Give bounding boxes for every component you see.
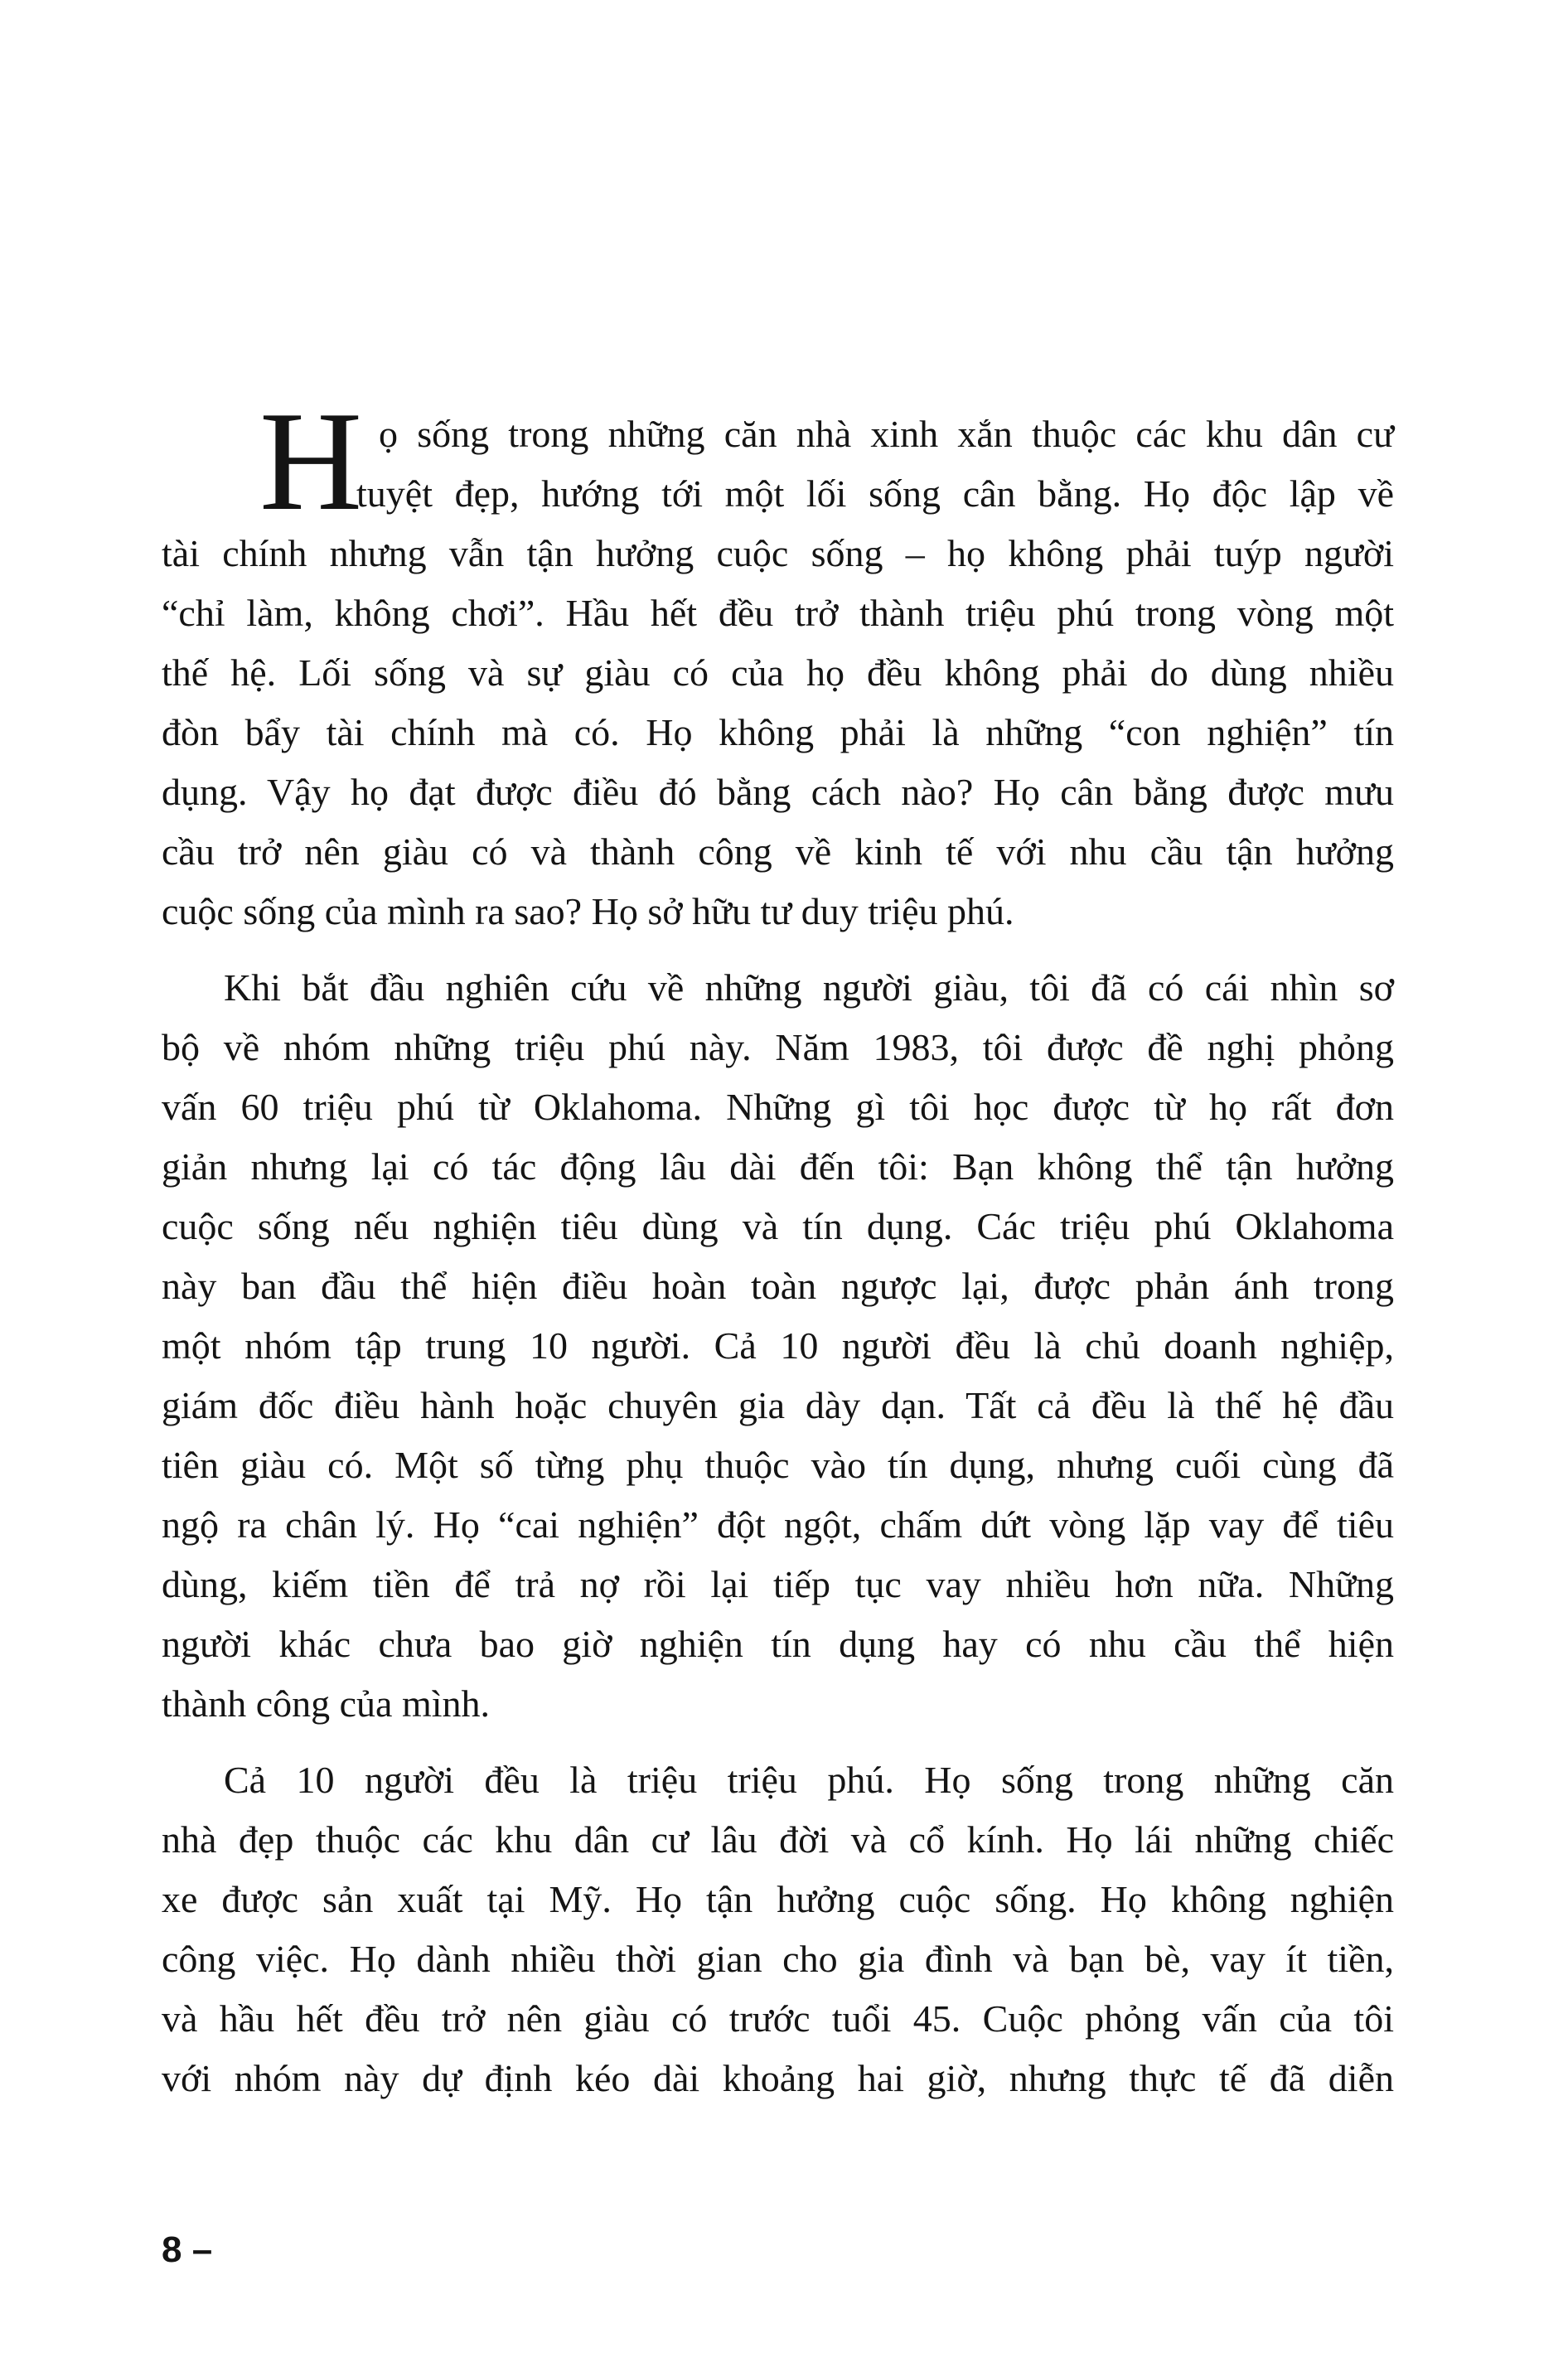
text-line: nhà đẹp thuộc các khu dân cư lâu đời và cổ kính. Họ lái những chiếc — [162, 1818, 1394, 1861]
text-line: cuộc sống của mình ra sao? Họ sở hữu tư duy triệu phú. — [162, 890, 1014, 932]
text-line: một nhóm tập trung 10 người. Cả 10 người đều là chủ doanh nghiệp, — [162, 1324, 1394, 1367]
paragraph-2 — [162, 958, 1394, 1734]
drop-cap: H — [259, 383, 363, 540]
text-line: thế hệ. Lối sống và sự giàu có của họ đều không phải do dùng nhiều — [162, 651, 1394, 694]
text-line: đòn bẩy tài chính mà có. Họ không phải là những “con nghiện” tín — [162, 711, 1394, 753]
text-line: Khi bắt đầu nghiên cứu về những người giàu, tôi đã có cái nhìn sơ — [224, 966, 1394, 1009]
text-line: tuyệt đẹp, hướng tới một lối sống cân bằng. Họ độc lập về — [356, 472, 1394, 515]
text-line: với nhóm này dự định kéo dài khoảng hai giờ, nhưng thực tế đã diễn — [162, 2057, 1394, 2099]
text-line: “chỉ làm, không chơi”. Hầu hết đều trở thành triệu phú trong vòng một — [162, 592, 1394, 634]
text-line: dùng, kiếm tiền để trả nợ rồi lại tiếp tục vay nhiều hơn nữa. Những — [162, 1563, 1394, 1605]
page-number: 8 – — [162, 2229, 213, 2270]
paragraph-3 — [162, 1750, 1394, 2108]
text-line: công việc. Họ dành nhiều thời gian cho gia đình và bạn bè, vay ít tiền, — [162, 1938, 1394, 1980]
text-line: dụng. Vậy họ đạt được điều đó bằng cách nào? Họ cân bằng được mưu — [162, 771, 1394, 813]
text-line: cầu trở nên giàu có và thành công về kinh tế với nhu cầu tận hưởng — [162, 830, 1394, 873]
text-line: vấn 60 triệu phú từ Oklahoma. Những gì tôi học được từ họ rất đơn — [162, 1086, 1394, 1128]
body-text — [162, 383, 1394, 2125]
text-line: giản nhưng lại có tác động lâu dài đến tôi: Bạn không thể tận hưởng — [162, 1145, 1394, 1188]
text-line: giám đốc điều hành hoặc chuyên gia dày dạn. Tất cả đều là thế hệ đầu — [162, 1384, 1394, 1426]
text-line: người khác chưa bao giờ nghiện tín dụng hay có nhu cầu thể hiện — [162, 1623, 1394, 1665]
text-line: Cả 10 người đều là triệu triệu phú. Họ sống trong những căn — [224, 1759, 1394, 1801]
text-line: tài chính nhưng vẫn tận hưởng cuộc sống – họ không phải tuýp người — [162, 532, 1394, 574]
text-line: cuộc sống nếu nghiện tiêu dùng và tín dụng. Các triệu phú Oklahoma — [162, 1205, 1394, 1247]
text-line: này ban đầu thể hiện điều hoàn toàn ngược lại, được phản ánh trong — [162, 1265, 1394, 1307]
text-line: tiên giàu có. Một số từng phụ thuộc vào tín dụng, nhưng cuối cùng đã — [162, 1444, 1394, 1486]
text-line: xe được sản xuất tại Mỹ. Họ tận hưởng cuộc sống. Họ không nghiện — [162, 1878, 1394, 1920]
text-line: thành công của mình. — [162, 1682, 491, 1725]
text-line: ọ sống trong những căn nhà xinh xắn thuộc các khu dân cư — [379, 413, 1394, 455]
text-line: bộ về nhóm những triệu phú này. Năm 1983, tôi được đề nghị phỏng — [162, 1026, 1394, 1068]
text-line: và hầu hết đều trở nên giàu có trước tuổi 45. Cuộc phỏng vấn của tôi — [162, 1997, 1394, 2040]
text-line: ngộ ra chân lý. Họ “cai nghiện” đột ngột, chấm dứt vòng lặp vay để tiêu — [162, 1503, 1394, 1546]
